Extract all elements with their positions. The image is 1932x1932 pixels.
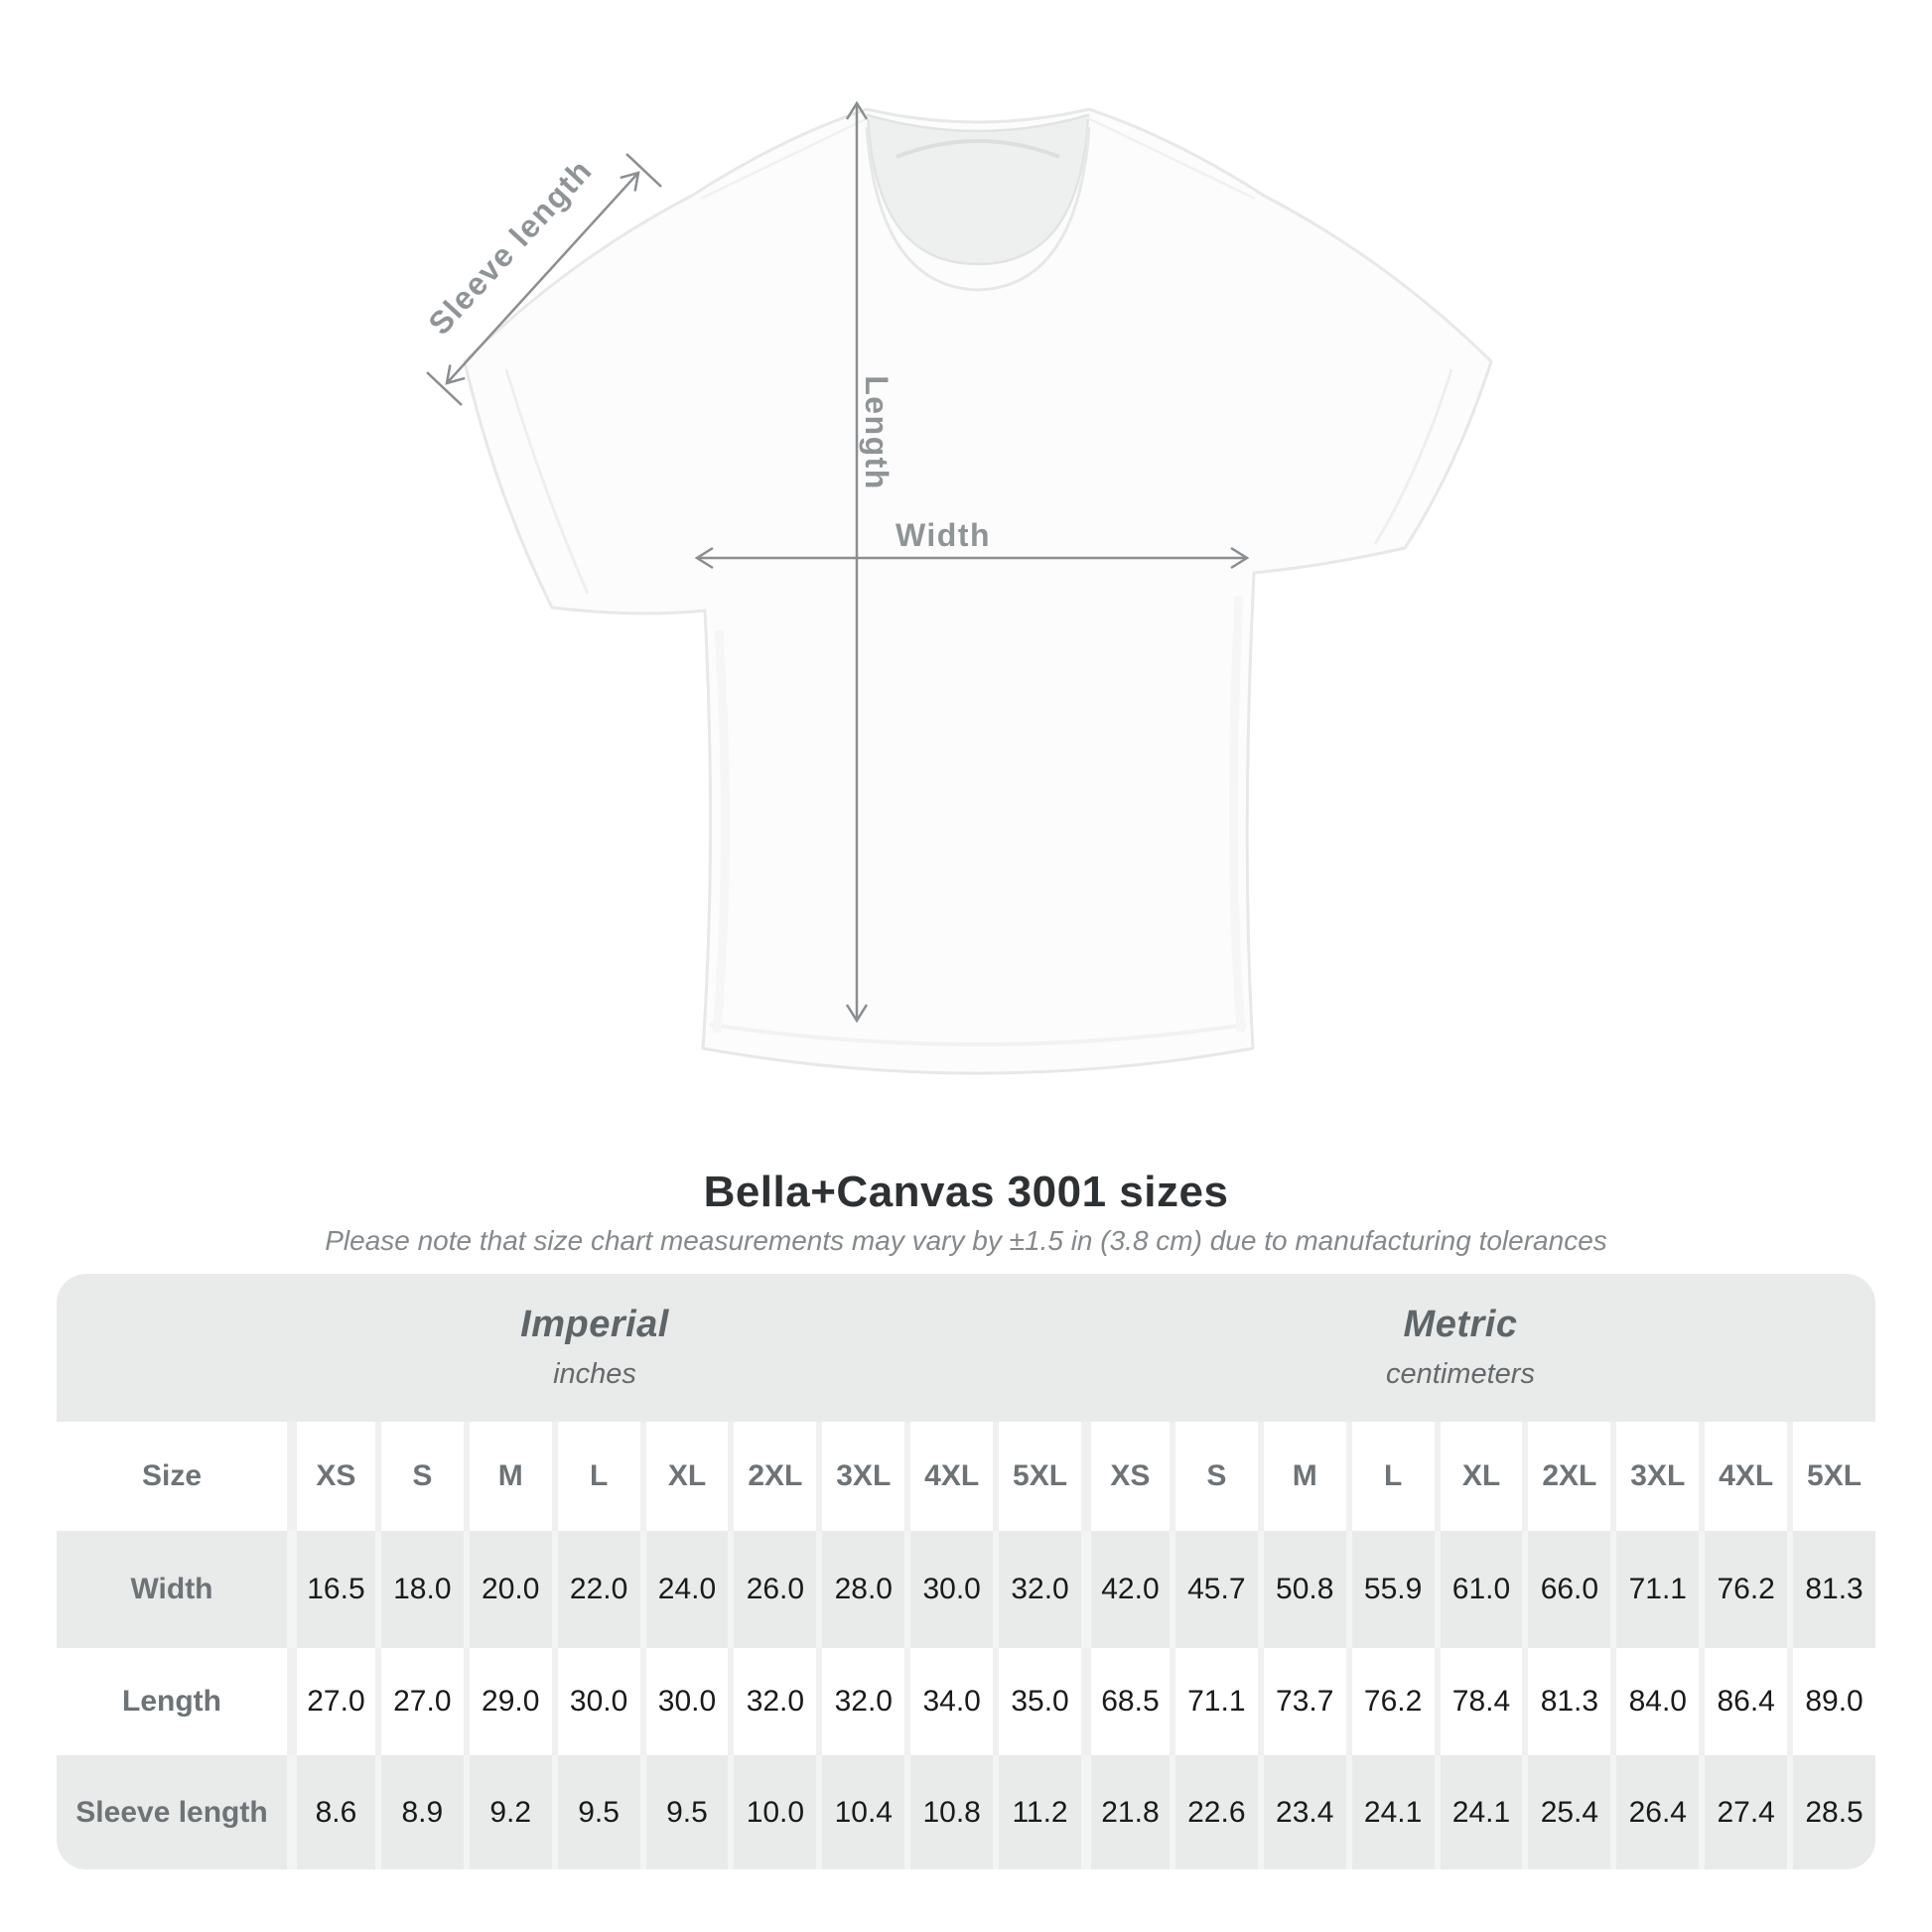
value-cell: 61.0	[1435, 1531, 1523, 1648]
value-cell: 28.0	[816, 1531, 904, 1648]
size-header-cell: M	[1258, 1422, 1346, 1531]
value-cell: 50.8	[1258, 1531, 1346, 1648]
value-cell: 71.1	[1610, 1531, 1699, 1648]
size-header-cell: L	[1346, 1422, 1435, 1531]
value-cell: 32.0	[728, 1648, 816, 1755]
value-cell: 30.0	[904, 1531, 993, 1648]
imperial-title: Imperial	[520, 1304, 669, 1345]
size-header-cell: XL	[1435, 1422, 1523, 1531]
size-header-cell: L	[552, 1422, 640, 1531]
value-cell: 11.2	[993, 1755, 1081, 1869]
value-cell: 76.2	[1699, 1531, 1787, 1648]
value-cell: 21.8	[1081, 1755, 1170, 1869]
page-title: Bella+Canvas 3001 sizes	[703, 1168, 1229, 1216]
value-cell: 30.0	[552, 1648, 640, 1755]
metric-title: Metric	[1403, 1304, 1518, 1345]
value-cell: 81.3	[1522, 1648, 1610, 1755]
value-cell: 34.0	[904, 1648, 993, 1755]
value-cell: 26.0	[728, 1531, 816, 1648]
value-cell: 30.0	[640, 1648, 729, 1755]
size-header-cell: 2XL	[1522, 1422, 1610, 1531]
size-table	[57, 1274, 1875, 1869]
value-cell: 8.9	[375, 1755, 464, 1869]
value-cell: 23.4	[1258, 1755, 1346, 1869]
value-cell: 9.5	[640, 1755, 729, 1869]
value-cell: 27.0	[375, 1648, 464, 1755]
imperial-unit: inches	[553, 1358, 636, 1390]
value-cell: 24.0	[640, 1531, 729, 1648]
width-row	[57, 1531, 1875, 1648]
value-cell: 8.6	[287, 1755, 375, 1869]
value-cell: 66.0	[1522, 1531, 1610, 1648]
unit-header-band	[57, 1274, 1875, 1422]
value-cell: 45.7	[1170, 1531, 1258, 1648]
size-header-cell: S	[375, 1422, 464, 1531]
metric-unit: centimeters	[1386, 1358, 1535, 1390]
size-header-cell: XS	[1081, 1422, 1170, 1531]
size-header-cell: XS	[287, 1422, 375, 1531]
value-cell: 35.0	[993, 1648, 1081, 1755]
value-cell: 10.4	[816, 1755, 904, 1869]
sleeve-length-label: Sleeve length	[421, 152, 600, 342]
value-cell: 22.0	[552, 1531, 640, 1648]
size-corner-label: Size	[141, 1459, 203, 1492]
value-cell: 18.0	[375, 1531, 464, 1648]
tolerance-note: Please note that size chart measurements may vary by ±1.5 in (3.8 cm) due to manufacturing tolerances	[325, 1225, 1607, 1256]
imperial-header	[520, 1304, 669, 1390]
value-cell: 24.1	[1435, 1755, 1523, 1869]
value-cell: 71.1	[1170, 1648, 1258, 1755]
value-cell: 27.4	[1699, 1755, 1787, 1869]
value-cell: 73.7	[1258, 1648, 1346, 1755]
size-header-cell: 5XL	[1787, 1422, 1875, 1531]
row-label-width: Width	[130, 1573, 213, 1605]
row-label-length: Length	[122, 1685, 221, 1718]
value-cell: 26.4	[1610, 1755, 1699, 1869]
value-cell: 42.0	[1081, 1531, 1170, 1648]
size-header-cell: 2XL	[728, 1422, 816, 1531]
value-cell: 9.5	[552, 1755, 640, 1869]
size-header-cell: 3XL	[816, 1422, 904, 1531]
size-header-cell: 3XL	[1610, 1422, 1699, 1531]
value-cell: 22.6	[1170, 1755, 1258, 1869]
length-row	[57, 1648, 1875, 1755]
value-cell: 20.0	[464, 1531, 552, 1648]
value-cell: 84.0	[1610, 1648, 1699, 1755]
value-cell: 76.2	[1346, 1648, 1435, 1755]
size-header-cell: XL	[640, 1422, 729, 1531]
size-header-cell: 5XL	[993, 1422, 1081, 1531]
value-cell: 16.5	[287, 1531, 375, 1648]
value-cell: 86.4	[1699, 1648, 1787, 1755]
size-header-cell: 4XL	[904, 1422, 993, 1531]
value-cell: 32.0	[993, 1531, 1081, 1648]
value-cell: 89.0	[1787, 1648, 1875, 1755]
size-header-cell: 4XL	[1699, 1422, 1787, 1531]
size-header-row	[57, 1422, 1875, 1531]
tshirt-illustration	[465, 109, 1491, 1073]
size-header-cell: S	[1170, 1422, 1258, 1531]
value-cell: 29.0	[464, 1648, 552, 1755]
value-cell: 24.1	[1346, 1755, 1435, 1869]
metric-header	[1386, 1304, 1535, 1390]
value-cell: 32.0	[816, 1648, 904, 1755]
row-label-sleeve-length: Sleeve length	[75, 1795, 268, 1829]
value-cell: 25.4	[1522, 1755, 1610, 1869]
sleeve-length-end-tick-bottom	[427, 372, 462, 405]
length-label: Length	[859, 375, 895, 490]
value-cell: 68.5	[1081, 1648, 1170, 1755]
value-cell: 78.4	[1435, 1648, 1523, 1755]
size-header-cell: M	[464, 1422, 552, 1531]
value-cell: 27.0	[287, 1648, 375, 1755]
value-cell: 81.3	[1787, 1531, 1875, 1648]
value-cell: 28.5	[1787, 1755, 1875, 1869]
sleeve-length-row	[57, 1755, 1875, 1869]
value-cell: 10.8	[904, 1755, 993, 1869]
value-cell: 55.9	[1346, 1531, 1435, 1648]
value-cell: 10.0	[728, 1755, 816, 1869]
width-label: Width	[895, 517, 992, 553]
value-cell: 9.2	[464, 1755, 552, 1869]
